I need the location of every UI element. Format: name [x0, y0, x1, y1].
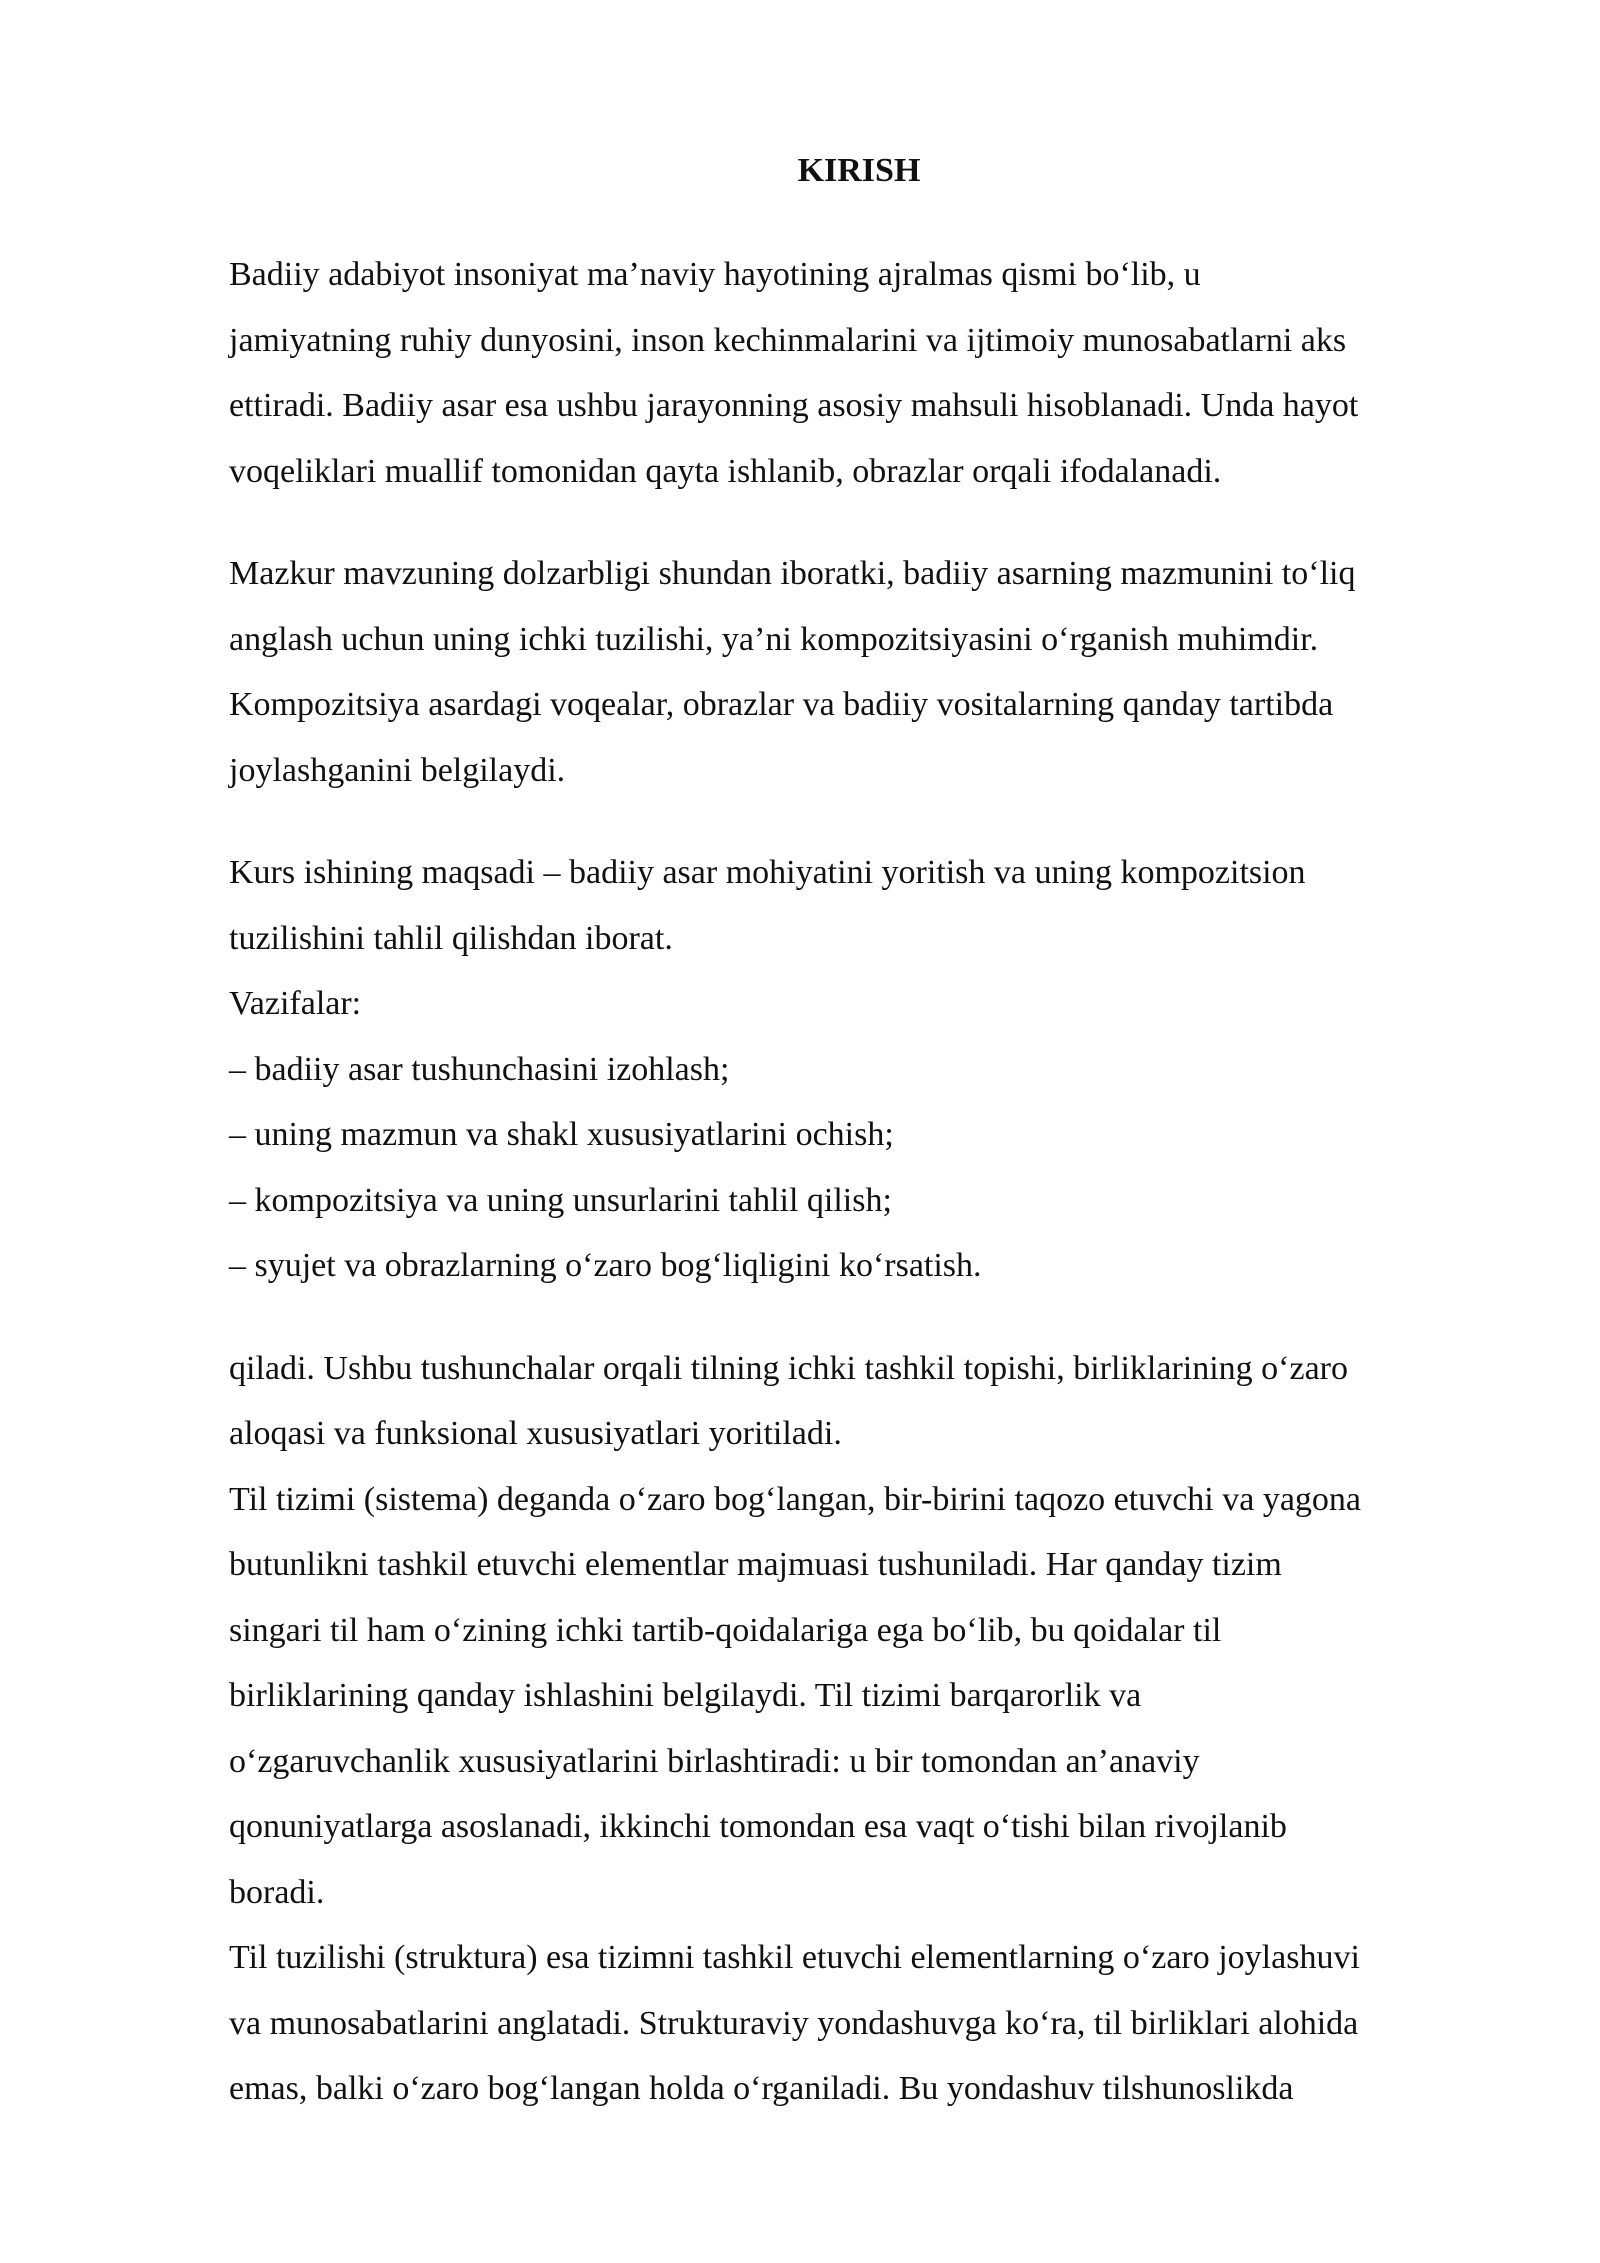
text-line: birliklarining qanday ishlashini belgilaydi. Til tizimi barqarorlik va	[229, 1677, 1142, 1714]
text-line: jamiyatning ruhiy dunyosini, inson kechinmalarini va ijtimoiy munosabatlarni aks	[229, 321, 1347, 359]
paragraph-gap	[229, 803, 1499, 840]
paragraph-intro	[229, 242, 1499, 504]
paragraph-language-system	[229, 1336, 1499, 2122]
text-line: Mazkur mavzuning dolzarbligi shundan iboratki, badiiy asarning mazmunini to‘liq	[229, 555, 1356, 592]
paragraph-goals	[229, 840, 1499, 1299]
text-line: emas, balki o‘zaro bog‘langan holda o‘rganiladi. Bu yondashuv tilshunoslikda	[229, 2070, 1294, 2107]
text-line: joylashganini belgilaydi.	[229, 751, 566, 789]
page-title: KIRISH	[797, 152, 921, 189]
task-item: – uning mazmun va shakl xususiyatlarini ochish;	[229, 1116, 894, 1153]
text-line: Badiiy adabiyot insoniyat ma’naviy hayotining ajralmas qismi bo‘lib, u	[229, 256, 1201, 293]
document-body	[229, 140, 1499, 2122]
text-line: tuzilishini tahlil qilishdan iborat.	[229, 919, 673, 957]
text-line: butunlikni tashkil etuvchi elementlar majmuasi tushuniladi. Har qanday tizim	[229, 1546, 1282, 1583]
paragraph-gap	[229, 1299, 1499, 1336]
text-line: o‘zgaruvchanlik xususiyatlarini birlashtiradi: u bir tomondan an’anaviy	[229, 1742, 1200, 1780]
paragraph-relevance	[229, 541, 1499, 803]
paragraph-gap	[229, 504, 1499, 541]
text-line: Til tuzilishi (struktura) esa tizimni tashkil etuvchi elementlarning o‘zaro joylashuvi	[229, 1939, 1360, 1976]
text-line: qonuniyatlarga asoslanadi, ikkinchi tomondan esa vaqt o‘tishi bilan rivojlanib	[229, 1808, 1287, 1845]
text-line: voqeliklari muallif tomonidan qayta ishlanib, obrazlar orqali ifodalanadi.	[229, 452, 1222, 490]
tasks-heading: Vazifalar:	[229, 985, 362, 1022]
task-item: – kompozitsiya va uning unsurlarini tahlil qilish;	[229, 1181, 892, 1219]
text-line: singari til ham o‘zining ichki tartib-qoidalariga ega bo‘lib, bu qoidalar til	[229, 1611, 1222, 1649]
text-line: Kompozitsiya asardagi voqealar, obrazlar va badiiy vositalarning qanday tartibda	[229, 686, 1334, 723]
text-line: ettiradi. Badiiy asar esa ushbu jarayonning asosiy mahsuli hisoblanadi. Unda hayot	[229, 387, 1359, 424]
text-line: boradi.	[229, 1873, 325, 1911]
text-line: aloqasi va funksional xususiyatlari yoritiladi.	[229, 1415, 842, 1452]
task-item: – syujet va obrazlarning o‘zaro bog‘liqligini ko‘rsatish.	[229, 1247, 982, 1284]
text-line: Kurs ishining maqsadi – badiiy asar mohiyatini yoritish va uning kompozitsion	[229, 854, 1306, 891]
task-item: – badiiy asar tushunchasini izohlash;	[229, 1050, 730, 1088]
text-line: va munosabatlarini anglatadi. Strukturaviy yondashuvga ko‘ra, til birliklari alohida	[229, 2004, 1359, 2042]
text-line: anglash uchun uning ichki tuzilishi, ya’ni kompozitsiyasini o‘rganish muhimdir.	[229, 620, 1319, 658]
text-line: qiladi. Ushbu tushunchalar orqali tilning ichki tashkil topishi, birliklarining o‘zaro	[229, 1349, 1348, 1387]
text-line: Til tizimi (sistema) deganda o‘zaro bog‘langan, bir-birini taqozo etuvchi va yagona	[229, 1480, 1362, 1518]
